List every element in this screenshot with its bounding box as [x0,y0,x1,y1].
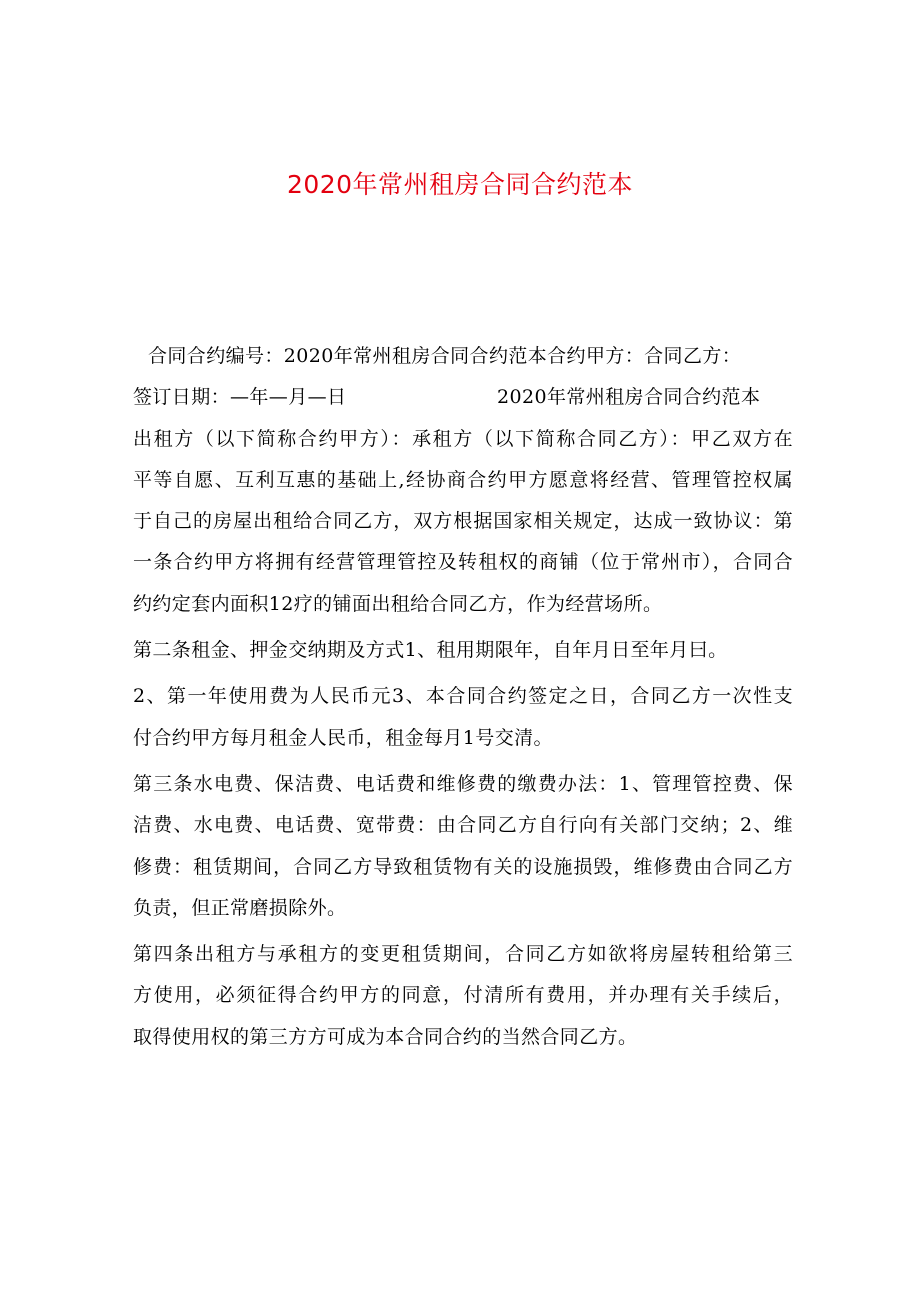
sign-date-row [133,377,793,418]
paragraph-line: 2、第一年使用费为人民币元3、本合同合约签定之日，合同乙方一次性支 [133,685,793,708]
paragraph-line: 约约定套内面积12疗的铺面出租给合同乙方，作为经营场所。 [133,592,663,615]
paragraph-article-4 [133,934,793,1058]
paragraph-intro [133,419,793,625]
document-title: 2020年常州租房合同合约范本 [286,170,634,199]
contract-header-line: 合同合约编号：2020年常州租房合同合约范本合约甲方：合同乙方： [148,345,742,367]
paragraph-line: 第二条租金、押金交纳期及方式1、租用期限年，自年月日至年月曰。 [133,639,728,662]
paragraph-line: 负责，但正常磨损除外。 [133,896,347,919]
paragraph-article-3 [133,764,793,929]
paragraph-line: 修费：租赁期间，合同乙方导致租赁物有关的设施损毁，维修费由合同乙方 [133,855,793,878]
paragraph-line: 方使用，必须征得合约甲方的同意，付清所有费用，并办理有关手续后， [133,984,793,1007]
document-body [133,336,793,1058]
paragraph-line: 洁费、水电费、电话费、宽带费：由合同乙方自行向有关部门交纳；2、维 [133,814,793,837]
paragraph-line: 第四条出租方与承租方的变更租赁期间，合同乙方如欲将房屋转租给第三 [133,943,793,966]
paragraph-line: 一条合约甲方将拥有经营管理管控及转租权的商铺（位于常州市），合同合 [133,551,793,574]
paragraph-line: 付合约甲方每月租金人民币，租金每月1号交清。 [133,726,553,749]
paragraph-line: 于自己的房屋出租给合同乙方，双方根据国家相关规定，达成一致协议：第 [133,510,793,533]
paragraph-line: 平等自愿、互利互惠的基础上,经协商合约甲方愿意将经营、管理管控权属 [133,468,793,491]
paragraph-line: 出租方（以下简称合约甲方）：承租方（以下简称合同乙方）：甲乙双方在 [133,427,793,450]
paragraph-line: 取得使用权的第三方方可成为本合同合约的当然合同乙方。 [133,1025,638,1048]
paragraph-article-2-item-2 [133,676,793,759]
sign-date-label: 签订日期：—年—月—日 [133,386,347,409]
paragraph-article-2 [133,630,793,671]
sign-date-right-title: 2020年常州租房合同合约范本 [497,386,761,409]
paragraph-line: 第三条水电费、保洁费、电话费和维修费的缴费办法：1、管理管控费、保 [133,772,793,795]
